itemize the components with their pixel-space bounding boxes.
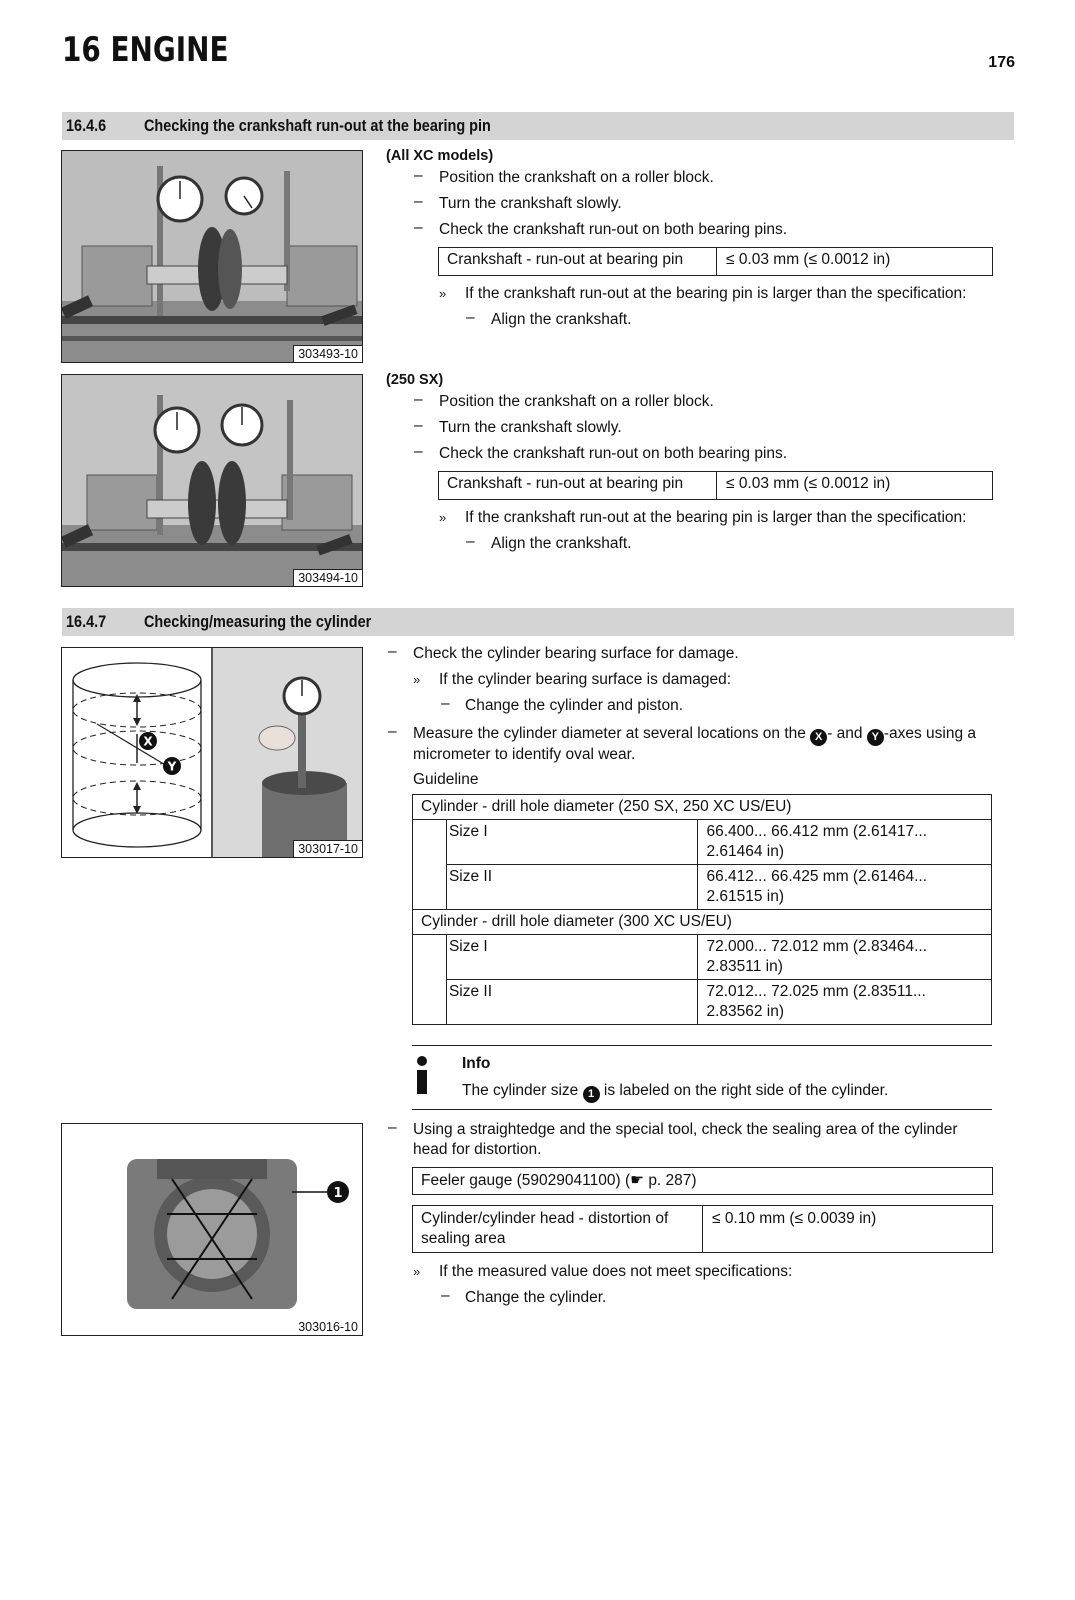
step-text: Using a straightedge and the special tool, check the sealing area of the cylinder (413, 1121, 958, 1138)
step-text: Turn the crankshaft slowly. (439, 419, 622, 436)
dash-bullet: – (388, 1119, 397, 1136)
condition-text: If the crankshaft run-out at the bearing pin is larger than the specification: (465, 509, 967, 526)
step-text-part: Measure the cylinder diameter at several locations on the (413, 725, 806, 742)
arrow-bullet: » (413, 672, 421, 687)
action-text: Change the cylinder. (465, 1289, 607, 1306)
dash-bullet: – (414, 219, 423, 236)
section-title: Checking/measuring the cylinder (144, 612, 372, 631)
cylinder-measure-figure (61, 647, 363, 858)
dash-bullet: – (414, 391, 423, 408)
table-group-row (413, 795, 992, 820)
crankshaft-illustration (62, 151, 362, 362)
section-number: 16.4.7 (66, 612, 107, 631)
value-cell: 66.400... 66.412 mm (2.61417... 2.61464 in) (698, 820, 992, 865)
crankshaft-photo-1 (61, 150, 363, 363)
info-divider-top (412, 1045, 992, 1046)
spec-value: ≤ 0.03 mm (≤ 0.0012 in) (726, 475, 891, 492)
table-row (413, 820, 992, 865)
guideline-label: Guideline (413, 771, 479, 788)
value-cell: 66.412... 66.425 mm (2.61464... 2.61515 in) (698, 865, 992, 910)
dash-bullet: – (414, 193, 423, 210)
step-text: Check the crankshaft run-out on both bearing pins. (439, 221, 788, 238)
dash-bullet: – (414, 443, 423, 460)
dash-bullet: – (388, 723, 397, 740)
table-group-row (413, 910, 992, 935)
size-cell: Size II (446, 865, 698, 910)
step-text: Turn the crankshaft slowly. (439, 195, 622, 212)
dash-bullet: – (414, 417, 423, 434)
step-text-part: - and (827, 725, 863, 742)
dash-bullet: – (388, 643, 397, 660)
spec-table (412, 1205, 993, 1253)
x-axis-marker: X (143, 734, 153, 749)
info-divider-bottom (412, 1109, 992, 1110)
arrow-bullet: » (439, 286, 447, 301)
tool-reference: Feeler gauge (59029041100) (☛ p. 287) (421, 1172, 697, 1189)
cylinder-axes-diagram (62, 648, 362, 857)
action-text: Change the cylinder and piston. (465, 697, 684, 714)
spec-label: Crankshaft - run-out at bearing pin (447, 475, 684, 492)
condition-text: If the cylinder bearing surface is damaged: (439, 671, 732, 688)
section-heading-crankshaft (62, 112, 1014, 140)
step-text-line2: micrometer to identify oval wear. (413, 746, 636, 763)
y-axis-marker: Y (167, 759, 177, 774)
size-cell: Size I (446, 935, 698, 980)
table-group-label: Cylinder - drill hole diameter (300 XC US/EU) (413, 910, 992, 935)
info-text: The cylinder size 1 is labeled on the right side of the cylinder. (462, 1080, 888, 1103)
cylinder-sealing-photo (61, 1123, 363, 1336)
step-text-measure (413, 723, 976, 746)
spec-label: Cylinder/cylinder head - distortion of sealing area (421, 1210, 669, 1247)
dash-bullet: – (441, 695, 450, 712)
step-text: Position the crankshaft on a roller block. (439, 393, 714, 410)
arrow-bullet: » (413, 1264, 421, 1279)
dash-bullet: – (441, 1287, 450, 1304)
crankshaft-illustration (62, 375, 362, 586)
spec-value: ≤ 0.10 mm (≤ 0.0039 in) (712, 1210, 877, 1227)
tool-box (412, 1167, 993, 1195)
cylinder-illustration (62, 1124, 362, 1335)
dash-bullet: – (414, 167, 423, 184)
step-text-line2: head for distortion. (413, 1141, 542, 1158)
cylinder-size-badge: 1 (583, 1086, 600, 1103)
table-row (413, 980, 992, 1025)
step-text: Position the crankshaft on a roller block. (439, 169, 714, 186)
image-caption: 303493-10 (293, 345, 362, 362)
crankshaft-photo-2 (61, 374, 363, 587)
step-text-part: -axes using a (883, 725, 977, 742)
info-title: Info (462, 1055, 491, 1072)
table-group-label: Cylinder - drill hole diameter (250 SX, 250 XC US/EU) (413, 795, 992, 820)
step-text: Check the cylinder bearing surface for damage. (413, 645, 739, 662)
y-axis-badge: Y (867, 729, 884, 746)
table-row (413, 935, 992, 980)
info-icon (415, 1056, 429, 1096)
dash-bullet: – (466, 309, 475, 326)
image-caption: 303016-10 (294, 1319, 362, 1335)
size-cell: Size II (446, 980, 698, 1025)
diameter-table (412, 794, 992, 1025)
spec-table (438, 247, 993, 276)
page-number: 176 (988, 54, 1015, 71)
image-caption: 303017-10 (293, 840, 362, 857)
condition-text: If the measured value does not meet specifications: (439, 1263, 793, 1280)
spec-table (438, 471, 993, 500)
value-cell: 72.000... 72.012 mm (2.83464... 2.83511 in) (698, 935, 992, 980)
section-title: Checking the crankshaft run-out at the bearing pin (144, 116, 491, 135)
model-label: (All XC models) (386, 148, 494, 164)
image-caption: 303494-10 (293, 569, 362, 586)
action-text: Align the crankshaft. (491, 311, 632, 328)
spec-value: ≤ 0.03 mm (≤ 0.0012 in) (726, 251, 891, 268)
action-text: Align the crankshaft. (491, 535, 632, 552)
position-1-marker: 1 (333, 1186, 343, 1201)
spec-label: Crankshaft - run-out at bearing pin (447, 251, 684, 268)
arrow-bullet: » (439, 510, 447, 525)
section-number: 16.4.6 (66, 116, 107, 135)
section-heading-cylinder (62, 608, 1014, 636)
x-axis-badge: X (810, 729, 827, 746)
table-row (413, 865, 992, 910)
model-label: (250 SX) (386, 372, 444, 388)
condition-text: If the crankshaft run-out at the bearing pin is larger than the specification: (465, 285, 967, 302)
size-cell: Size I (446, 820, 698, 865)
dash-bullet: – (466, 533, 475, 550)
chapter-title: 16 ENGINE (62, 30, 229, 70)
step-text: Check the crankshaft run-out on both bearing pins. (439, 445, 788, 462)
value-cell: 72.012... 72.025 mm (2.83511... 2.83562 in) (698, 980, 992, 1025)
